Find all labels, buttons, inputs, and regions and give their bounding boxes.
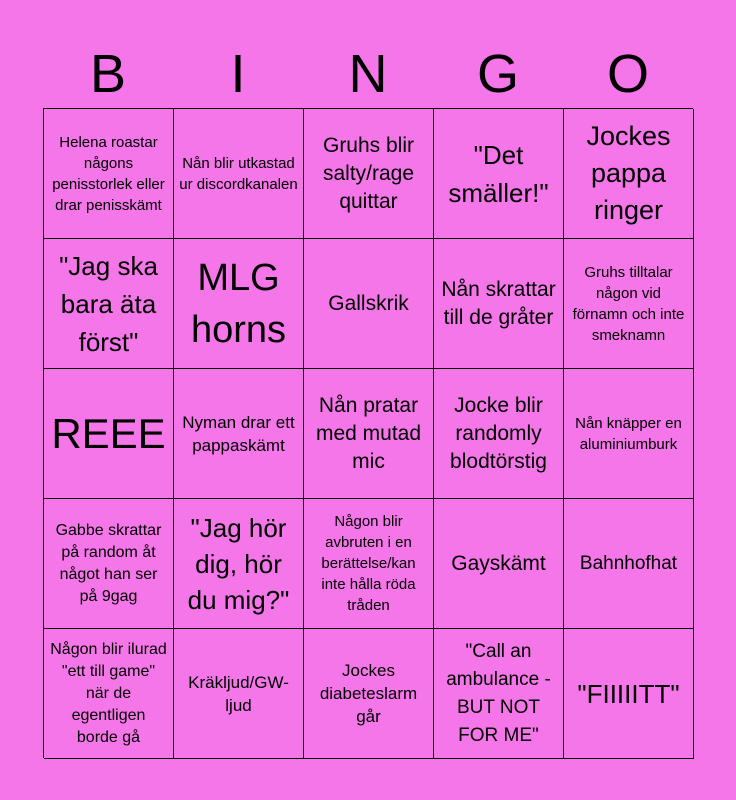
bingo-cell[interactable] [44,239,174,369]
bingo-cell[interactable] [304,239,434,369]
cell-text: REEE [51,409,166,457]
cell-text: "Det smäller!" [448,139,549,208]
bingo-cell[interactable] [44,369,174,499]
cell-text: "Jag ska bara äta först" [59,250,158,357]
bingo-cell[interactable] [174,499,304,629]
bingo-cell[interactable] [434,109,564,239]
header-letter-o: O [606,44,649,104]
cell-text: Jocke blir randomly blodtörstig [450,393,547,473]
cell-text: "FIIIIITT" [577,678,680,709]
bingo-cell[interactable] [564,239,694,369]
bingo-cell[interactable] [44,499,174,629]
header-letter-i: I [230,44,246,104]
bingo-header [43,40,693,108]
bingo-cell[interactable] [564,109,694,239]
bingo-cell[interactable] [434,369,564,499]
cell-text: Nån blir utkastad ur discordkanalen [179,154,298,193]
bingo-cell[interactable] [44,629,174,759]
bingo-cell[interactable] [174,369,304,499]
cell-text: Jockes pappa ringer [586,121,671,225]
bingo-cell[interactable] [564,629,694,759]
cell-text: Gruhs blir salty/rage quittar [322,133,415,213]
cell-text: "Jag hör dig, hör du mig?" [187,512,290,615]
bingo-cell[interactable] [44,109,174,239]
cell-text: Nyman drar ett pappaskämt [182,412,295,455]
bingo-cell[interactable] [434,239,564,369]
cell-text: Nån pratar med mutad mic [315,393,422,473]
cell-text: Bahnhofhat [579,552,678,574]
bingo-cell[interactable] [174,629,304,759]
bingo-cell[interactable] [304,109,434,239]
header-letter-n: N [348,44,388,104]
bingo-grid [43,108,693,758]
cell-text: Gabbe skrattar på random åt något han ser på 9gag [55,521,162,605]
bingo-cell[interactable] [174,239,304,369]
header-letter-g: G [476,44,519,104]
cell-text: Någon blir avbruten i en berättelse/kan inte hålla röda tråden [321,513,416,614]
cell-text: Gallskrik [328,291,409,315]
bingo-cell[interactable] [564,499,694,629]
cell-text: Någon blir ilurad "ett till game" när de egentligen borde gå [50,640,167,746]
header-letter-b: B [89,44,127,104]
bingo-cell[interactable] [434,499,564,629]
cell-text: Nån knäpper en aluminiumburk [575,414,682,453]
cell-text: Helena roastar någons penisstorlek eller drar penisskämt [52,133,165,214]
cell-text: Kräkljud/GW-ljud [188,672,289,715]
cell-text: Gayskämt [451,551,546,575]
bingo-cell[interactable] [174,109,304,239]
cell-text: Nån skrattar till de gråter [441,277,556,329]
cell-text: "Call an ambulance - BUT NOT FOR ME" [446,640,551,746]
bingo-cell[interactable] [564,369,694,499]
bingo-cell[interactable] [304,369,434,499]
bingo-cell[interactable] [434,629,564,759]
cell-text: Jockes diabeteslarm går [319,661,418,726]
cell-text: MLG horns [190,256,287,351]
cell-text: Gruhs tilltalar någon vid förnamn och inte smeknamn [572,263,685,344]
bingo-cell[interactable] [304,629,434,759]
bingo-cell[interactable] [304,499,434,629]
